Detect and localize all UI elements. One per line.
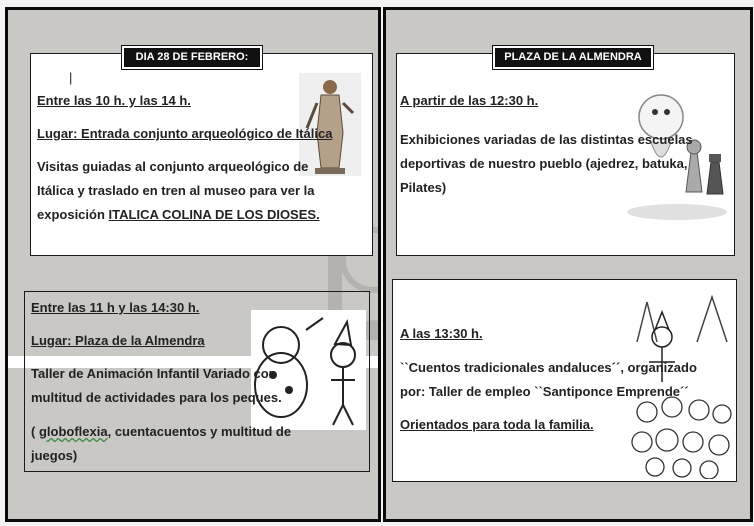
right-panel — [383, 7, 753, 522]
extra-open-paren: ( — [31, 424, 36, 439]
text-cursor: | — [69, 70, 73, 85]
event-box-4 — [392, 279, 737, 482]
block1-place: Lugar: Entrada conjunto arqueológico de Itálica — [37, 126, 333, 141]
event-box-2 — [24, 291, 370, 472]
block4-desc-line2: por: Taller de empleo ``Santiponce Emprende´´ — [400, 384, 689, 399]
block4-desc-line1: ``Cuentos tradicionales andaluces´´, organizado — [400, 360, 697, 375]
block1-time: Entre las 10 h. y las 14 h. — [37, 93, 191, 108]
block4-audience: Orientados para toda la familia. — [400, 417, 594, 432]
exhibition-title-link[interactable]: ITALICA COLINA DE LOS DIOSES. — [108, 207, 320, 222]
block2-desc-line2: multitud de actividades para los peques. — [31, 390, 282, 405]
extra-rest: , cuentacuentos y multitud de — [107, 424, 292, 439]
globoflexia-word: globoflexia — [38, 424, 108, 439]
block1-desc-line3 — [37, 202, 320, 227]
event-box-1 — [30, 53, 373, 256]
block1-desc-prefix: exposición — [37, 207, 105, 222]
left-panel — [5, 7, 381, 522]
block2-extra-line1 — [31, 419, 291, 444]
event-box-3 — [396, 53, 735, 256]
block2-extra-line2: juegos) — [31, 448, 78, 463]
block3-time: A partir de las 12:30 h. — [400, 93, 539, 108]
date-heading: DIA 28 DE FEBRERO: — [122, 46, 262, 69]
block2-time: Entre las 11 h y las 14:30 h. — [31, 300, 200, 315]
block2-place: Lugar: Plaza de la Almendra — [31, 333, 205, 348]
block1-desc-line1: Visitas guiadas al conjunto arqueológico de — [37, 159, 309, 174]
block4-time: A las 13:30 h. — [400, 326, 483, 341]
block3-desc-line1: Exhibiciones variadas de las distintas escuelas — [400, 132, 693, 147]
block3-desc-line2: deportivas de nuestro pueblo (ajedrez, batuka, — [400, 156, 688, 171]
location-heading: PLAZA DE LA ALMENDRA — [493, 46, 653, 69]
block3-desc-line3: Pilates) — [400, 180, 447, 195]
block1-desc-line2: Itálica y traslado en tren al museo para ver la — [37, 183, 315, 198]
block2-desc-line1: Taller de Animación Infantil Variado con — [31, 366, 277, 381]
